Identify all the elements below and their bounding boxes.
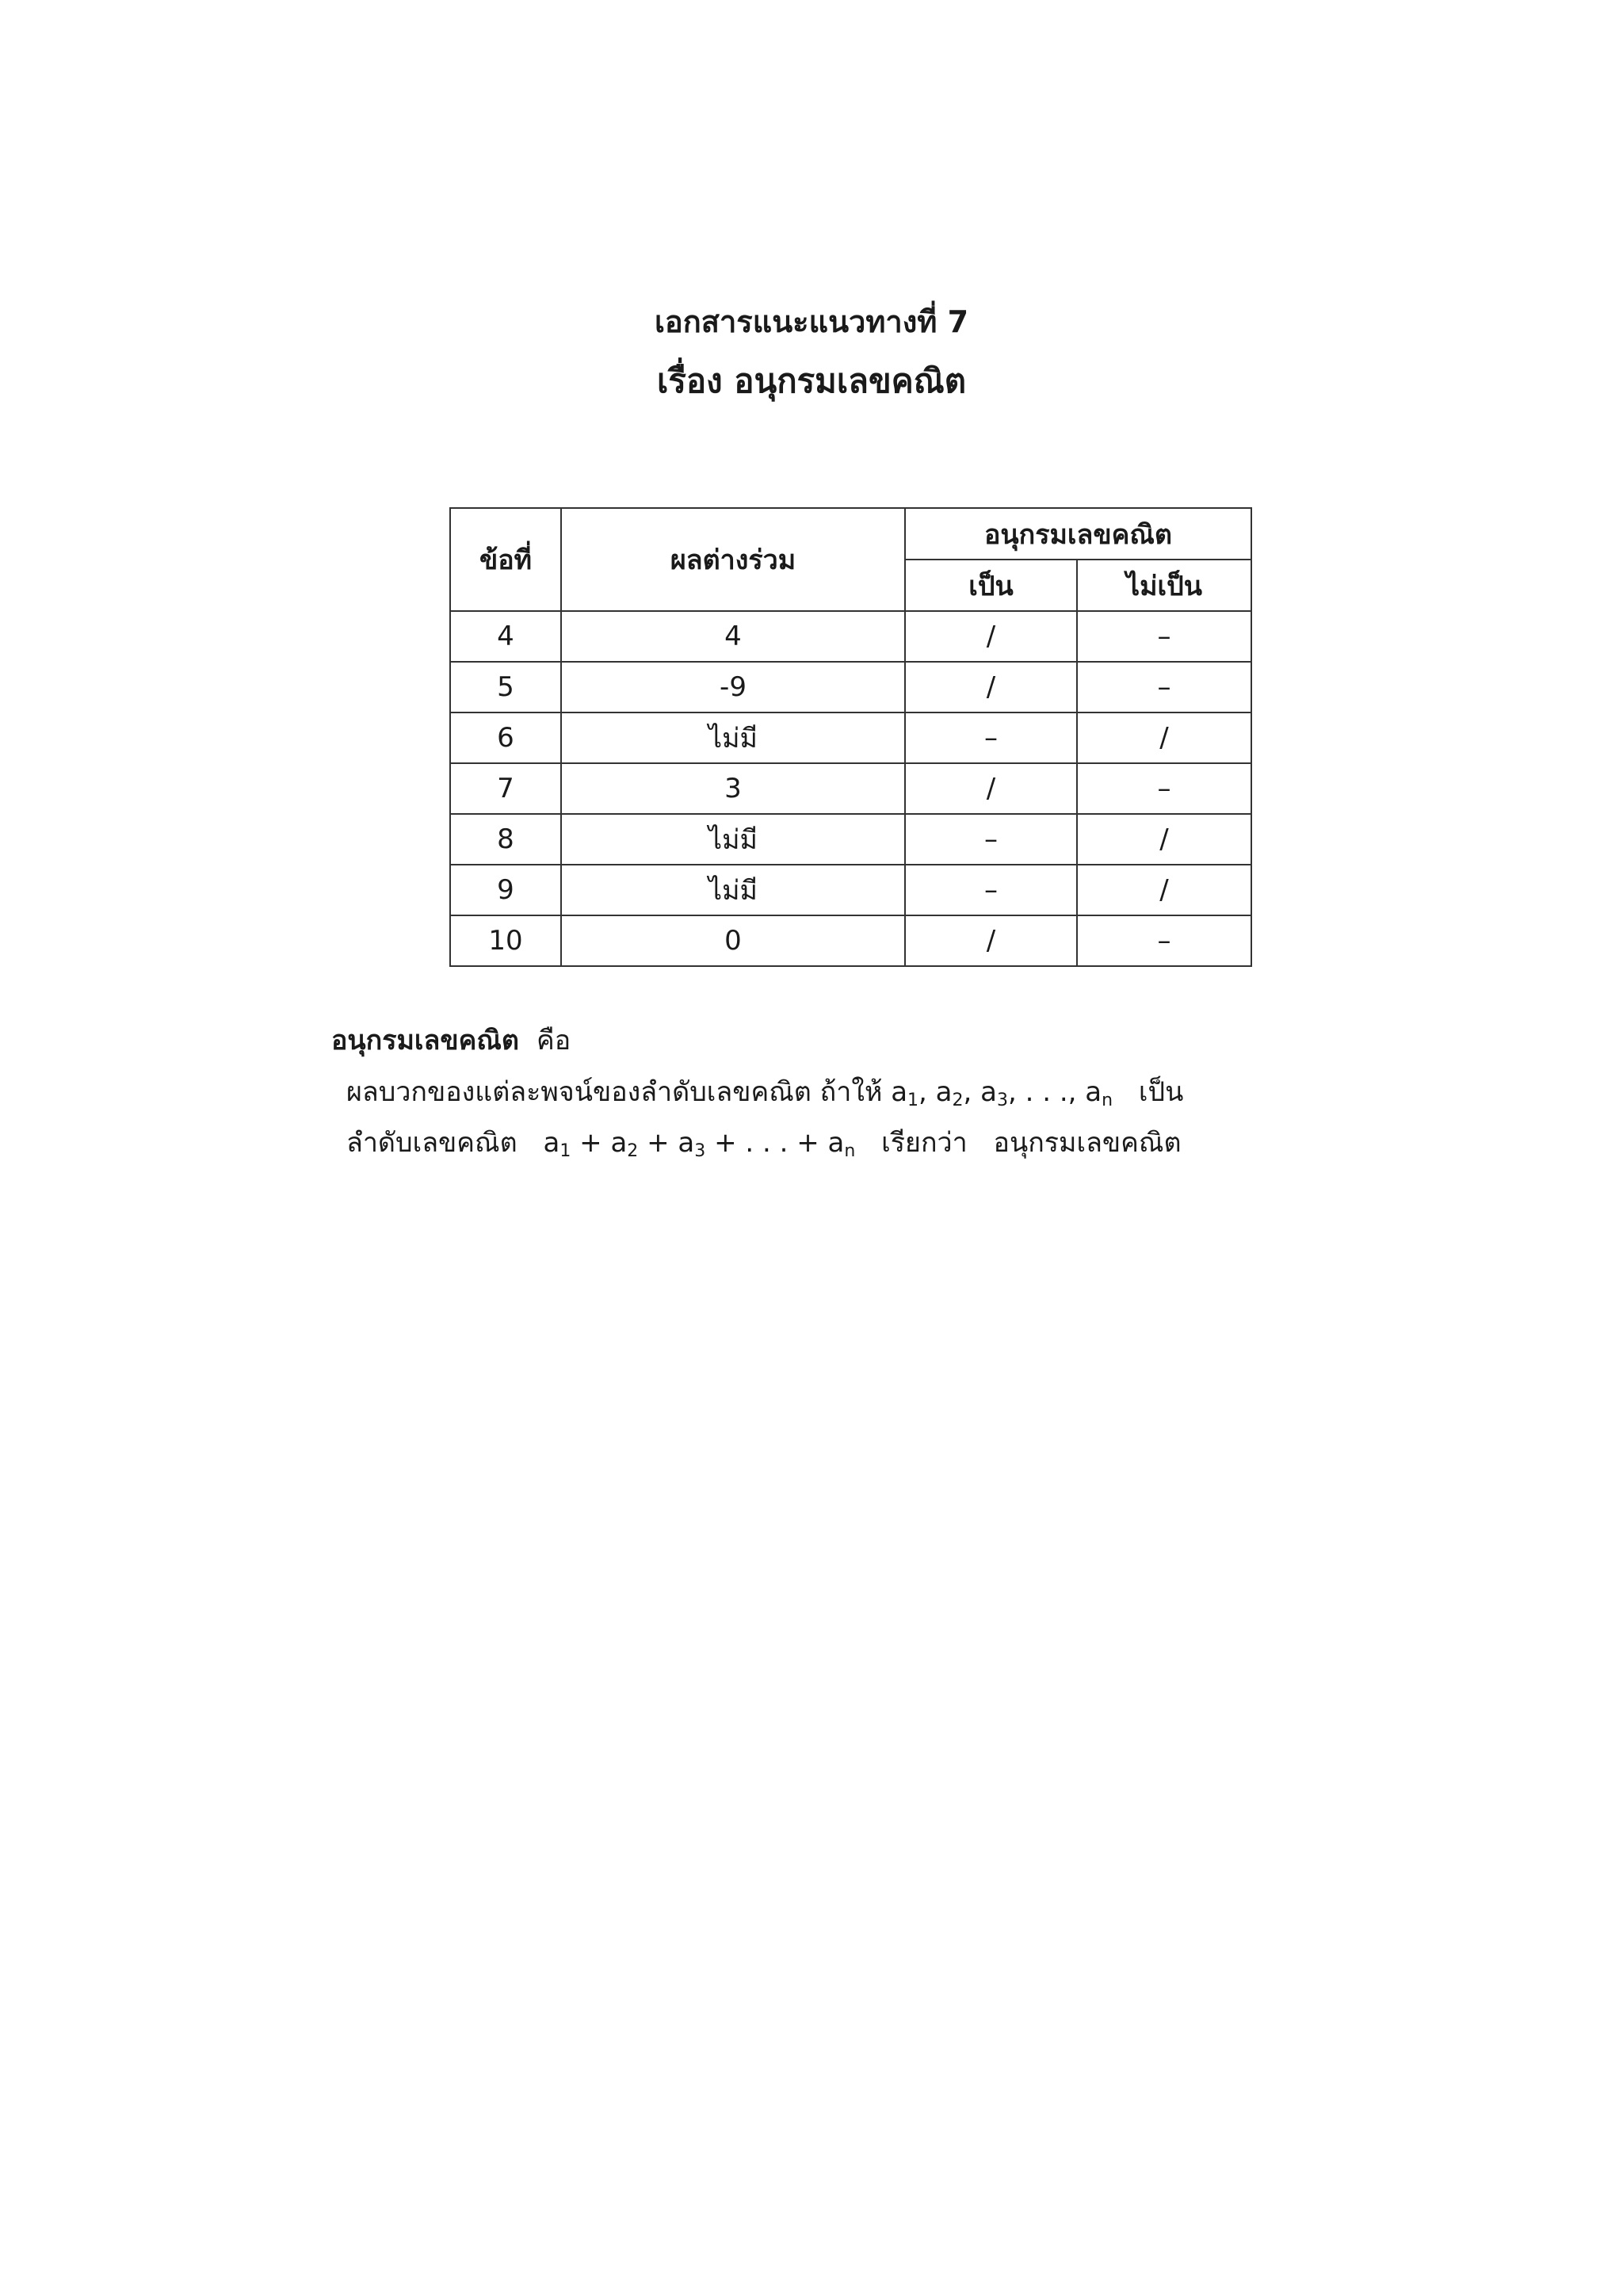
header-arithmetic-series: อนุกรมเลขคณิต: [905, 508, 1251, 560]
header-common-difference: ผลต่างร่วม: [561, 508, 905, 611]
table-row: [450, 915, 1251, 966]
cell-difference: -9: [561, 662, 905, 712]
math-term: $a_1$: [891, 1076, 919, 1110]
header-is: เป็น: [905, 560, 1077, 611]
cell-is: /: [905, 763, 1077, 814]
table-row: [450, 763, 1251, 814]
cell-difference: ไม่มี: [561, 712, 905, 763]
table-row: [450, 611, 1251, 662]
math-term: $a_1$: [543, 1127, 571, 1161]
table-row: [450, 814, 1251, 865]
definition-text: ผลบวกของแต่ละพจน์ของลำดับเลขคณิต ถ้าให้: [346, 1076, 883, 1108]
document-subtitle: เรื่อง อนุกรมเลขคณิต: [656, 361, 967, 400]
math-term: $a_n$: [1085, 1076, 1113, 1110]
cell-is: –: [905, 712, 1077, 763]
cell-is: /: [905, 662, 1077, 712]
definition-text: เรียกว่า: [881, 1127, 968, 1159]
cell-difference: ไม่มี: [561, 814, 905, 865]
cell-item: 9: [450, 865, 561, 915]
cell-is-not: /: [1077, 814, 1251, 865]
cell-is-not: /: [1077, 712, 1251, 763]
math-ellipsis: . . .: [1025, 1076, 1068, 1108]
cell-item: 5: [450, 662, 561, 712]
cell-difference: ไม่มี: [561, 865, 905, 915]
cell-difference: 3: [561, 763, 905, 814]
cell-item: 4: [450, 611, 561, 662]
cell-difference: 4: [561, 611, 905, 662]
cell-is-not: –: [1077, 915, 1251, 966]
cell-is: /: [905, 611, 1077, 662]
cell-is-not: –: [1077, 611, 1251, 662]
header-is-not: ไม่เป็น: [1077, 560, 1251, 611]
definition-text: ลำดับเลขคณิต: [346, 1127, 517, 1159]
definition-text: อนุกรมเลขคณิต: [993, 1127, 1182, 1159]
cell-is-not: /: [1077, 865, 1251, 915]
document-title: เอกสารแนะแนวทางที่ 7: [654, 304, 969, 339]
definition-text: เป็น: [1138, 1076, 1184, 1108]
table-row: [450, 662, 1251, 712]
header-item: ข้อที่: [450, 508, 561, 611]
definition-line-1: ผลบวกของแต่ละพจน์ของลำดับเลขคณิต ถ้าให้ $a_1$, $a_2$, $a_3$, . . ., $a_n$ เป็น: [346, 1076, 1184, 1110]
math-term: $a_3$: [678, 1127, 706, 1161]
cell-is-not: –: [1077, 662, 1251, 712]
cell-item: 6: [450, 712, 561, 763]
table-row: [450, 865, 1251, 915]
cell-is-not: –: [1077, 763, 1251, 814]
math-term: $a_2$: [935, 1076, 964, 1110]
definition-term: อนุกรมเลขคณิต: [331, 1025, 519, 1056]
cell-item: 8: [450, 814, 561, 865]
cell-is: –: [905, 814, 1077, 865]
cell-difference: 0: [561, 915, 905, 966]
cell-is: –: [905, 865, 1077, 915]
answer-table: [449, 507, 1252, 967]
definition-is-word: คือ: [537, 1025, 571, 1056]
definition-line-2: ลำดับเลขคณิต $a_1 + a_2 + a_3$ + . . . + $a_n$ เรียกว่า อนุกรมเลขคณิต: [346, 1127, 1182, 1161]
definition-heading: [331, 1018, 571, 1061]
math-term: $a_2$: [610, 1127, 639, 1161]
cell-item: 7: [450, 763, 561, 814]
math-term: $a_3$: [980, 1076, 1008, 1110]
cell-item: 10: [450, 915, 561, 966]
table-row: [450, 712, 1251, 763]
math-ellipsis: . . .: [745, 1127, 789, 1159]
cell-is: /: [905, 915, 1077, 966]
math-term: $a_n$: [827, 1127, 856, 1161]
